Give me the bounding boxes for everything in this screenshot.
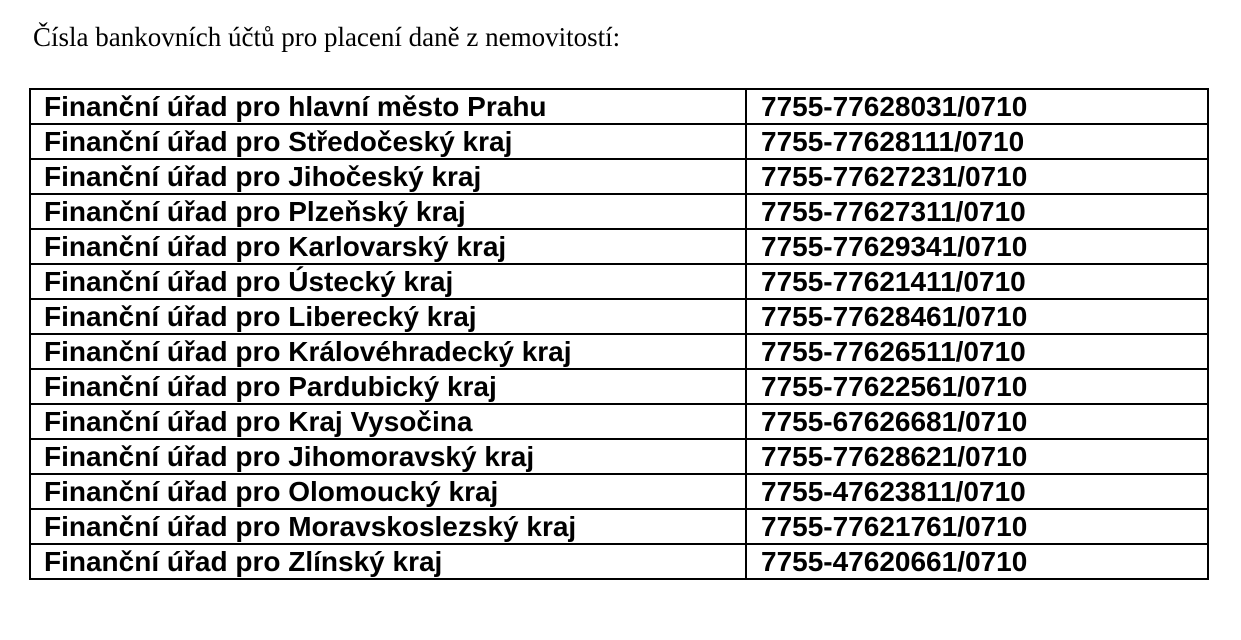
tax-office-name: Finanční úřad pro Ústecký kraj	[30, 264, 746, 299]
bank-account-number: 7755-77621411/0710	[746, 264, 1208, 299]
bank-account-number: 7755-77627231/0710	[746, 159, 1208, 194]
bank-account-number: 7755-67626681/0710	[746, 404, 1208, 439]
tax-office-name: Finanční úřad pro hlavní město Prahu	[30, 89, 746, 124]
tax-office-name: Finanční úřad pro Plzeňský kraj	[30, 194, 746, 229]
table-row	[30, 439, 1208, 474]
bank-account-number: 7755-77627311/0710	[746, 194, 1208, 229]
bank-account-number: 7755-77628461/0710	[746, 299, 1208, 334]
table-row	[30, 124, 1208, 159]
tax-office-name: Finanční úřad pro Jihomoravský kraj	[30, 439, 746, 474]
bank-account-number: 7755-77621761/0710	[746, 509, 1208, 544]
table-row	[30, 509, 1208, 544]
table-row	[30, 334, 1208, 369]
bank-account-number: 7755-77628031/0710	[746, 89, 1208, 124]
bank-account-number: 7755-77626511/0710	[746, 334, 1208, 369]
table-body	[30, 89, 1208, 579]
table-row	[30, 474, 1208, 509]
tax-office-name: Finanční úřad pro Karlovarský kraj	[30, 229, 746, 264]
tax-office-name: Finanční úřad pro Zlínský kraj	[30, 544, 746, 579]
tax-office-name: Finanční úřad pro Kraj Vysočina	[30, 404, 746, 439]
table-row	[30, 404, 1208, 439]
tax-office-name: Finanční úřad pro Olomoucký kraj	[30, 474, 746, 509]
table-row	[30, 544, 1208, 579]
table-row	[30, 159, 1208, 194]
bank-account-number: 7755-77629341/0710	[746, 229, 1208, 264]
bank-account-number: 7755-77628111/0710	[746, 124, 1208, 159]
table-row	[30, 299, 1208, 334]
tax-office-name: Finanční úřad pro Pardubický kraj	[30, 369, 746, 404]
bank-account-number: 7755-77628621/0710	[746, 439, 1208, 474]
page-heading: Čísla bankovních účtů pro placení daně z nemovitostí:	[33, 22, 621, 52]
table-row	[30, 369, 1208, 404]
tax-office-name: Finanční úřad pro Středočeský kraj	[30, 124, 746, 159]
bank-account-number: 7755-47620661/0710	[746, 544, 1208, 579]
bank-account-number: 7755-47623811/0710	[746, 474, 1208, 509]
table-row	[30, 264, 1208, 299]
tax-office-name: Finanční úřad pro Moravskoslezský kraj	[30, 509, 746, 544]
tax-office-name: Finanční úřad pro Liberecký kraj	[30, 299, 746, 334]
bank-accounts-table	[29, 88, 1209, 580]
table-row	[30, 89, 1208, 124]
tax-office-name: Finanční úřad pro Královéhradecký kraj	[30, 334, 746, 369]
table-row	[30, 194, 1208, 229]
bank-account-number: 7755-77622561/0710	[746, 369, 1208, 404]
table-row	[30, 229, 1208, 264]
tax-office-name: Finanční úřad pro Jihočeský kraj	[30, 159, 746, 194]
